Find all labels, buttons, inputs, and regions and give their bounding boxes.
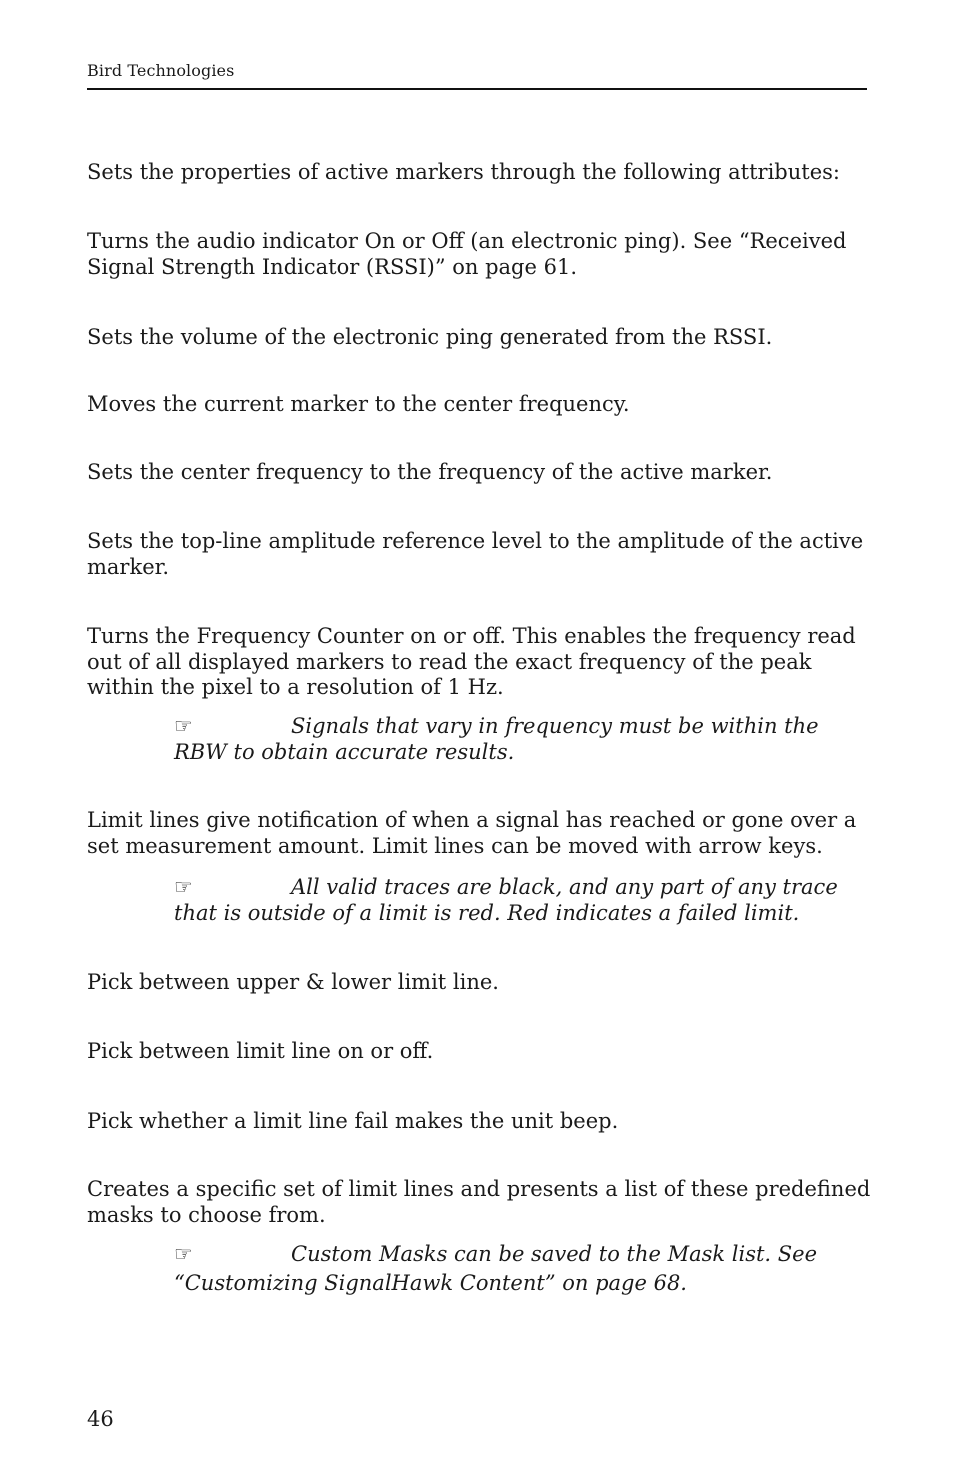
paragraph-marker-to-center: Moves the current marker to the center frequency. <box>87 392 630 416</box>
note-rbw <box>174 713 874 765</box>
header-company: Bird Technologies <box>87 61 235 80</box>
note-text: Signals that vary in frequency must be within the RBW to obtain accurate results. <box>174 714 819 764</box>
note-valid-traces <box>174 874 874 926</box>
page-header <box>87 60 867 90</box>
note-text: Custom Masks can be saved to the Mask list. See “Customizing SignalHawk Content” on page 68. <box>174 1242 818 1295</box>
paragraph-limit-lines: Limit lines give notification of when a signal has reached or gone over a set measurement amount. Limit lines can be moved with arrow keys. <box>87 808 857 858</box>
paragraph-upper-lower: Pick between upper & lower limit line. <box>87 970 499 994</box>
paragraph-reference-level: Sets the top-line amplitude reference level to the amplitude of the active marker. <box>87 529 864 579</box>
paragraph-marker-properties: Sets the properties of active markers through the following attributes: <box>87 160 840 184</box>
note-custom-masks <box>174 1240 874 1298</box>
paragraph-limit-on-off: Pick between limit line on or off. <box>87 1039 434 1063</box>
paragraph-volume: Sets the volume of the electronic ping generated from the RSSI. <box>87 325 773 349</box>
paragraph-limit-beep: Pick whether a limit line fail makes the unit beep. <box>87 1109 619 1133</box>
paragraph-audio-indicator: Turns the audio indicator On or Off (an electronic ping). See “Received Signal Strength Indicator (RSSI)” on page 61. <box>87 229 847 279</box>
pointing-hand-icon: ☞ <box>174 714 193 738</box>
paragraph-masks: Creates a specific set of limit lines and presents a list of these predefined masks to choose from. <box>87 1177 871 1227</box>
paragraph-center-to-marker: Sets the center frequency to the frequency of the active marker. <box>87 460 773 484</box>
pointing-hand-icon: ☞ <box>174 1242 193 1266</box>
page-number: 46 <box>87 1407 114 1431</box>
note-text: All valid traces are black, and any part of any trace that is outside of a limit is red. Red indicates a failed limit. <box>174 875 838 925</box>
paragraph-frequency-counter: Turns the Frequency Counter on or off. This enables the frequency read out of all displayed markers to read the exact frequency of the peak within the pixel to a resolution of 1 Hz. <box>87 624 856 699</box>
pointing-hand-icon: ☞ <box>174 875 193 899</box>
